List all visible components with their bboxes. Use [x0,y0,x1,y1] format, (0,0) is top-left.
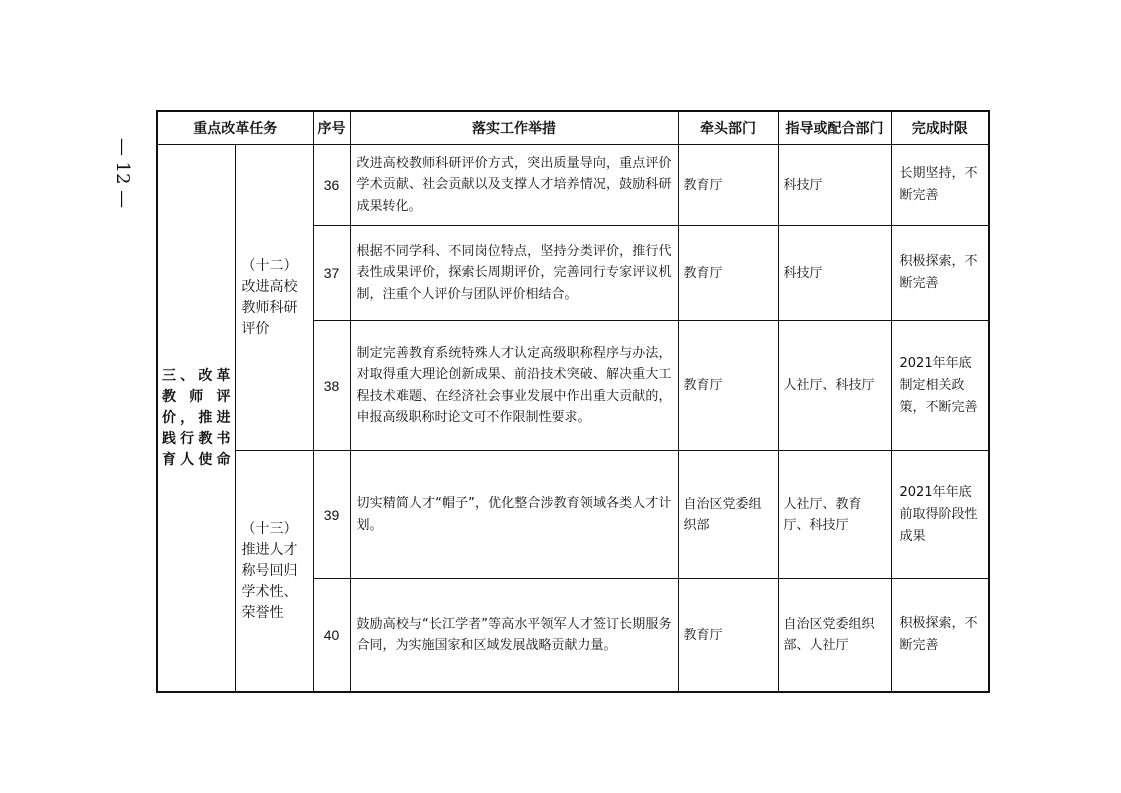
row-number: 40 [313,579,350,692]
deadline-cell: 2021年年底制定相关政策，不断完善 [891,321,989,451]
measure-cell: 切实精简人才“帽子”，优化整合涉教育领域各类人才计划。 [350,451,678,579]
reform-task-table [156,110,990,693]
header-measure: 落实工作举措 [350,111,678,145]
support-department-cell: 自治区党委组织部、人社厅 [778,579,891,692]
support-department-cell: 科技厅 [778,226,891,321]
lead-department-cell: 自治区党委组织部 [678,451,778,579]
header-support: 指导或配合部门 [778,111,891,145]
table-header-row [157,111,989,145]
header-task: 重点改革任务 [157,111,313,145]
deadline-cell: 2021年年底前取得阶段性成果 [891,451,989,579]
main-task-cell [157,145,235,693]
header-lead: 牵头部门 [678,111,778,145]
row-number: 39 [313,451,350,579]
deadline-cell: 积极探索，不断完善 [891,579,989,692]
subtask-cell [235,145,313,451]
header-no: 序号 [313,111,350,145]
measure-cell: 改进高校教师科研评价方式，突出质量导向，重点评价学术贡献、社会贡献以及支撑人才培养情况，鼓励科研成果转化。 [350,145,678,226]
page-number: — 12 — [112,137,134,209]
table-row [157,451,989,579]
support-department-cell: 人社厅、科技厅 [778,321,891,451]
header-deadline: 完成时限 [891,111,989,145]
lead-department-cell: 教育厅 [678,145,778,226]
subtask-cell [235,451,313,692]
subtask-text: （十二）改进高校教师科研评价 [241,257,298,337]
row-number: 37 [313,226,350,321]
measure-cell: 根据不同学科、不同岗位特点，坚持分类评价，推行代表性成果评价，探索长周期评价，完善同行专家评议机制，注重个人评价与团队评价相结合。 [350,226,678,321]
measure-cell: 鼓励高校与“长江学者”等高水平领军人才签订长期服务合同，为实施国家和区域发展战略贡献力量。 [350,579,678,692]
lead-department-cell: 教育厅 [678,579,778,692]
table-row [157,145,989,226]
lead-department-cell: 教育厅 [678,226,778,321]
subtask-text: （十三）推进人才称号回归学术性、荣誉性 [241,520,298,621]
row-number: 38 [313,321,350,451]
main-task-text: 三、改革教师评价，推进践行教书育人使命 [162,367,231,468]
row-number: 36 [313,145,350,226]
measure-cell: 制定完善教育系统特殊人才认定高级职称程序与办法，对取得重大理论创新成果、前沿技术突破、解决重大工程技术难题、在经济社会事业发展中作出重大贡献的，申报高级职称时论文可不作限制性要求。 [350,321,678,451]
deadline-cell: 积极探索，不断完善 [891,226,989,321]
lead-department-cell: 教育厅 [678,321,778,451]
support-department-cell: 科技厅 [778,145,891,226]
deadline-cell: 长期坚持，不断完善 [891,145,989,226]
support-department-cell: 人社厅、教育厅、科技厅 [778,451,891,579]
